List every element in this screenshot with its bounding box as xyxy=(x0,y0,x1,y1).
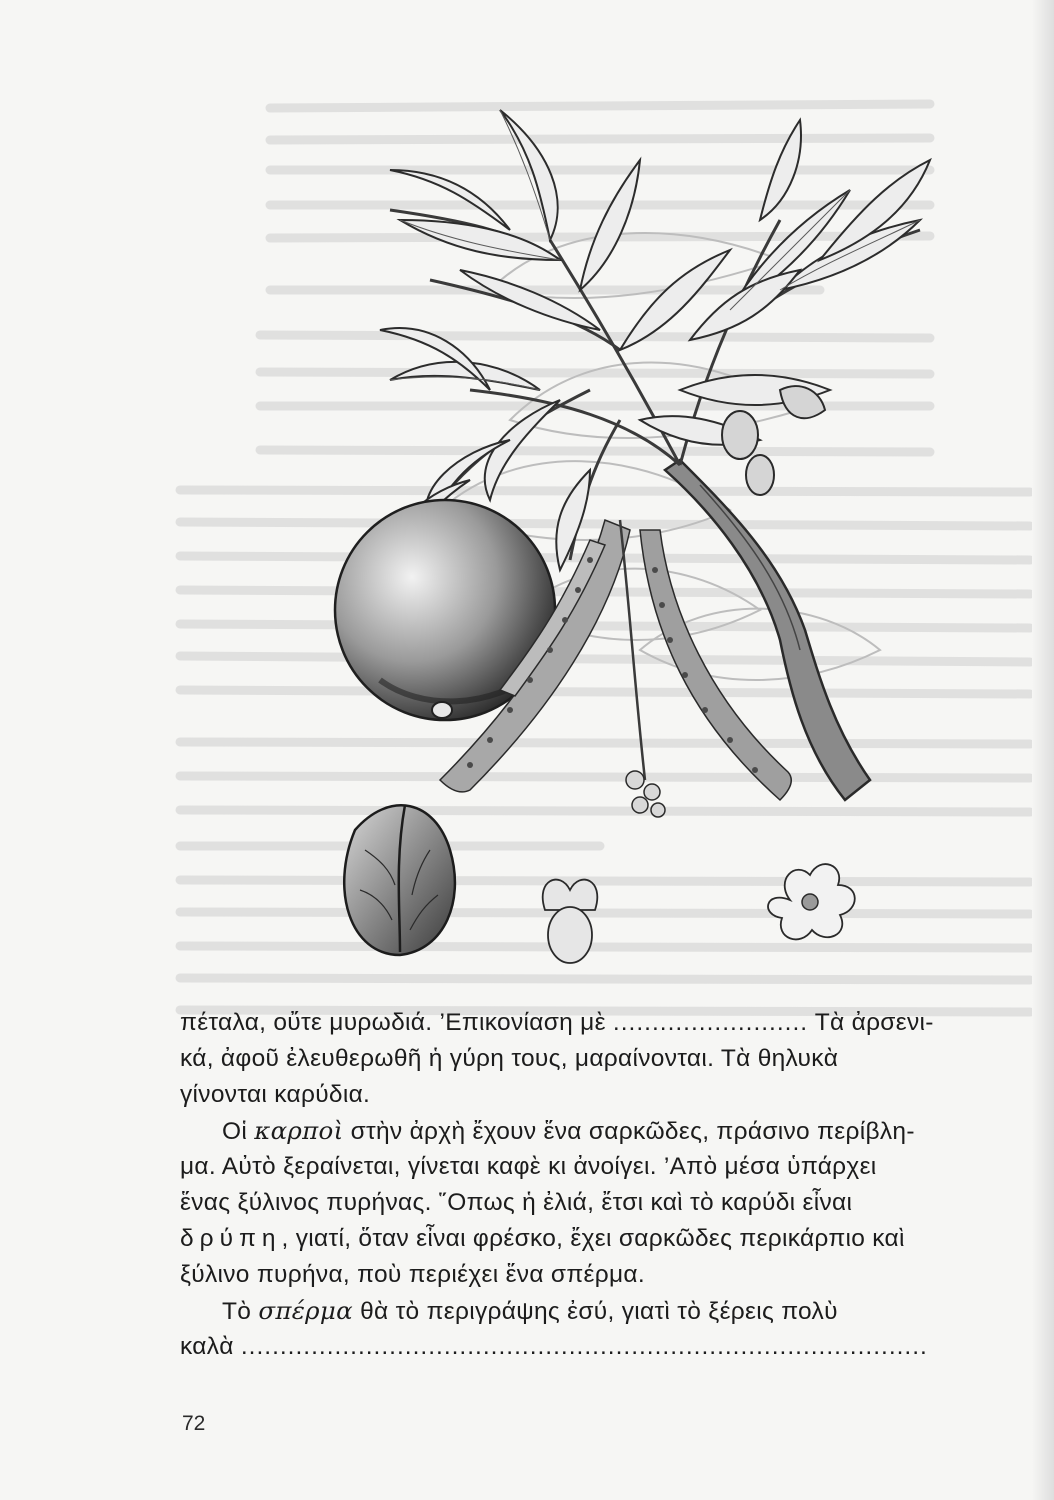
text-fragment: στὴν ἀρχὴ ἔχουν ἕνα σαρκῶδες, πράσινο περίβλη- xyxy=(343,1118,915,1145)
text-line xyxy=(180,1113,1025,1149)
text-fragment: θὰ τὸ περιγράψης ἐσύ, γιατὶ τὸ ξέρεις πολὺ xyxy=(352,1298,838,1325)
text-fragment: καλὰ xyxy=(180,1333,241,1360)
text-fragment: Οἱ xyxy=(222,1118,255,1145)
text-line xyxy=(180,1005,1025,1041)
text-line: μα. Αὐτὸ ξεραίνεται, γίνεται καφὲ κι ἀνοίγει. ’Απὸ μέσα ὑπάρχει xyxy=(180,1153,877,1180)
spaced-term-drupe: δρύπη xyxy=(180,1225,282,1252)
text-line xyxy=(180,1221,1025,1257)
page-spine-shadow xyxy=(1032,0,1054,1500)
italic-term-fruits: καρποὶ xyxy=(254,1116,344,1145)
text-fragment: , γιατί, ὅταν εἶναι φρέσκο, ἔχει σαρκῶδες περικάρπιο καὶ xyxy=(281,1225,905,1252)
italic-term-seed: σπέρμα xyxy=(258,1296,353,1325)
walnut-branch-illustration xyxy=(260,90,940,1010)
text-fragment: Τὸ xyxy=(222,1298,259,1325)
text-line: ξύλινο πυρήνα, ποὺ περιέχει ἕνα σπέρμα. xyxy=(180,1261,645,1288)
text-line: γίνονται καρύδια. xyxy=(180,1081,371,1108)
text-fragment: Τὰ ἀρσενι- xyxy=(808,1009,934,1036)
text-line xyxy=(180,1293,1025,1329)
page-number: 72 xyxy=(182,1412,206,1435)
fill-in-blank-dots: ........................................................................................ xyxy=(240,1333,928,1360)
text-line: ἕνας ξύλινος πυρήνας. ῞Οπως ἡ ἐλιά, ἔτσι καὶ τὸ καρύδι εἶναι xyxy=(180,1189,853,1216)
body-text xyxy=(180,1005,1025,1365)
fill-in-blank-dots: ......................... xyxy=(612,1009,809,1036)
text-fragment: πέταλα, οὔτε μυρωδιά. ’Επικονίαση μὲ xyxy=(180,1009,613,1036)
text-line: κά, ἀφοῦ ἐλευθερωθῆ ἡ γύρη τους, μαραίνονται. Τὰ θηλυκὰ xyxy=(180,1045,839,1072)
text-line xyxy=(180,1329,1025,1365)
